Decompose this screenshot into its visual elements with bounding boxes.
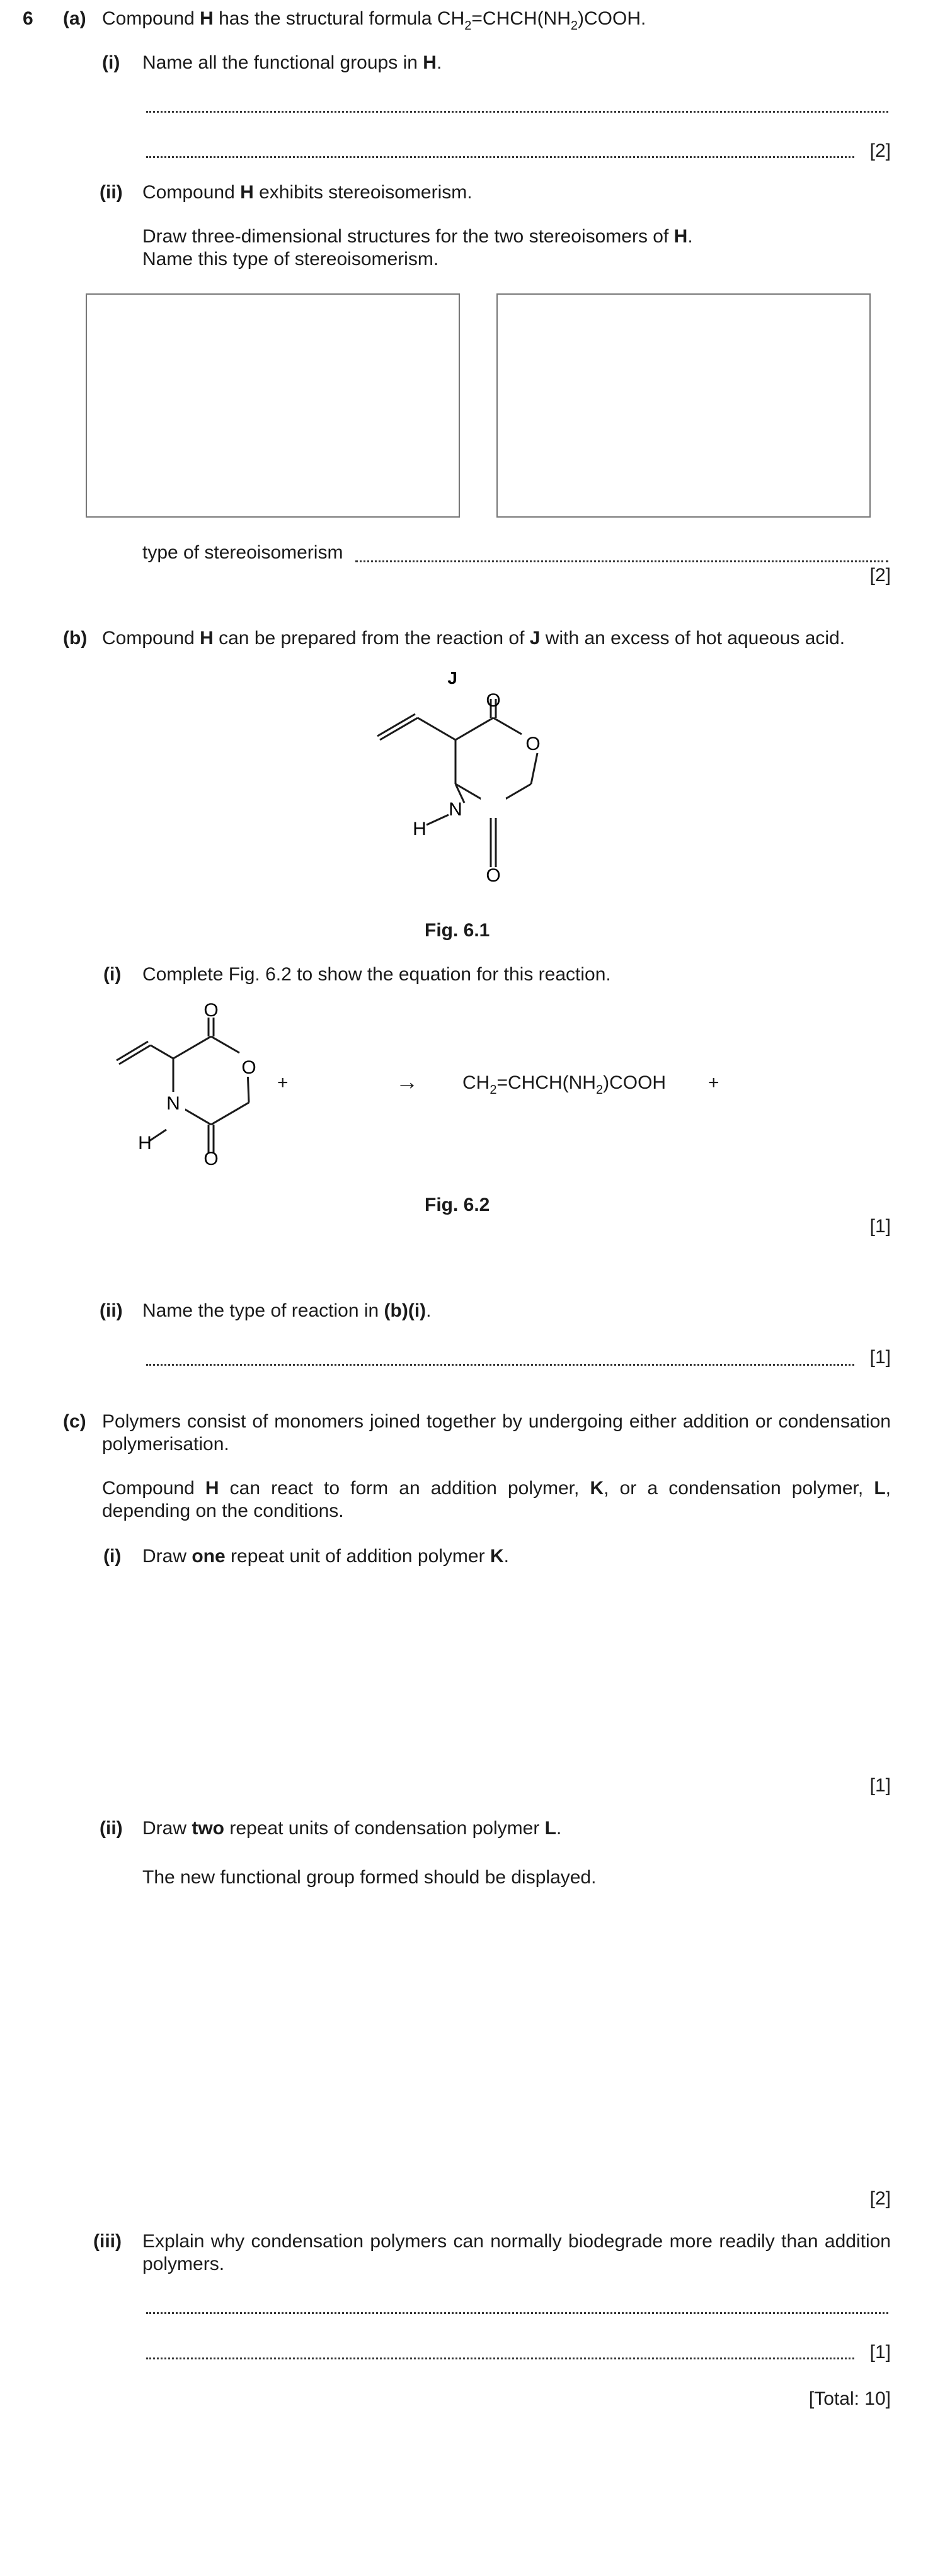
plus-sign: + (277, 1072, 289, 1093)
part-c-ii-label: (ii) (100, 1818, 123, 1839)
product-formula: $CH_2=CHCH(NH_2)COOH$ (462, 1072, 667, 1097)
part-c-ii-note: The new functional group formed should be displayed. (142, 1867, 597, 1888)
mark-allocation: [2] (869, 565, 891, 586)
plus-sign: + (708, 1072, 719, 1093)
part-c-label: (c) (63, 1411, 86, 1432)
atom-oxygen: O (203, 1149, 219, 1169)
part-c-iii-question: Explain why condensation polymers can normally biodegrade more readily than addition polymers. (142, 2231, 891, 2274)
part-c-iii-label: (iii) (93, 2231, 122, 2252)
part-b-ii-question: Name the type of reaction in (b)(i). (142, 1300, 432, 1321)
equation-reactant-diagram (101, 995, 302, 1171)
atom-hydrogen: H (138, 1133, 152, 1154)
answer-line[interactable] (355, 560, 888, 562)
answer-line[interactable] (146, 2358, 854, 2359)
stereoisomer-drawing-box-2[interactable] (496, 293, 871, 518)
mark-allocation: [1] (869, 1216, 891, 1237)
part-a-label: (a) (63, 8, 86, 29)
part-a-ii-label: (ii) (100, 182, 123, 203)
atom-oxygen: O (203, 1000, 219, 1021)
answer-line[interactable] (146, 111, 888, 113)
answer-space-drawing[interactable] (142, 1577, 892, 1766)
part-c-stem-2: Compound H can react to form an addition polymer, K, or a condensation polymer, L, depending on the conditions. (102, 1478, 891, 1521)
atom-nitrogen: N (166, 1093, 180, 1114)
stereoisomerism-answer-label: type of stereoisomerism (142, 542, 343, 563)
part-a-i-question: Name all the functional groups in H. (142, 52, 442, 73)
answer-line[interactable] (146, 156, 854, 158)
figure-caption: Fig. 6.2 (425, 1194, 490, 1215)
question-number: 6 (23, 8, 33, 29)
atom-oxygen: O (486, 865, 501, 886)
answer-line[interactable] (146, 1364, 854, 1366)
atom-oxygen: O (525, 734, 541, 754)
mark-allocation: [2] (869, 2188, 891, 2209)
mark-allocation: [1] (869, 1347, 891, 1368)
mark-allocation: [1] (869, 1775, 891, 1796)
part-c-stem: Polymers consist of monomers joined together by undergoing either addition or condensation polymerisation. (102, 1411, 891, 1455)
part-a-i-label: (i) (102, 52, 120, 73)
stereoisomer-drawing-box-1[interactable] (86, 293, 460, 518)
total-marks: [Total: 10] (808, 2388, 891, 2409)
mark-allocation: [2] (869, 140, 891, 161)
figure-caption: Fig. 6.1 (425, 920, 490, 941)
answer-line[interactable] (146, 2312, 888, 2314)
part-a-ii-question: Compound H exhibits stereoisomerism. (142, 182, 472, 203)
part-c-i-question: Draw one repeat unit of addition polymer K. (142, 1546, 509, 1567)
part-b-label: (b) (63, 628, 88, 649)
part-a-ii-instruction-2: Name this type of stereoisomerism. (142, 249, 439, 270)
compound-j-label: J (447, 668, 457, 688)
part-c-ii-question: Draw two repeat units of condensation polymer L. (142, 1818, 562, 1839)
part-c-i-label: (i) (103, 1546, 122, 1567)
part-b-i-label: (i) (103, 964, 122, 985)
structure-j-diagram (353, 662, 567, 902)
answer-space-drawing[interactable] (142, 1902, 892, 2179)
mark-allocation: [1] (869, 2342, 891, 2363)
part-b-stem: Compound H can be prepared from the reaction of J with an excess of hot aqueous acid. (102, 628, 845, 649)
atom-oxygen: O (486, 690, 501, 711)
part-a-ii-instruction: Draw three-dimensional structures for the two stereoisomers of H. (142, 226, 693, 247)
atom-oxygen: O (241, 1057, 256, 1078)
reaction-arrow: → (396, 1069, 418, 1094)
part-b-ii-label: (ii) (100, 1300, 123, 1321)
atom-hydrogen: H (413, 819, 427, 839)
part-b-i-question: Complete Fig. 6.2 to show the equation for this reaction. (142, 964, 611, 985)
part-a-stem: Compound H has the structural formula $CH_2=CHCH(NH_2)COOH$. (102, 8, 646, 33)
atom-nitrogen: N (449, 799, 462, 820)
